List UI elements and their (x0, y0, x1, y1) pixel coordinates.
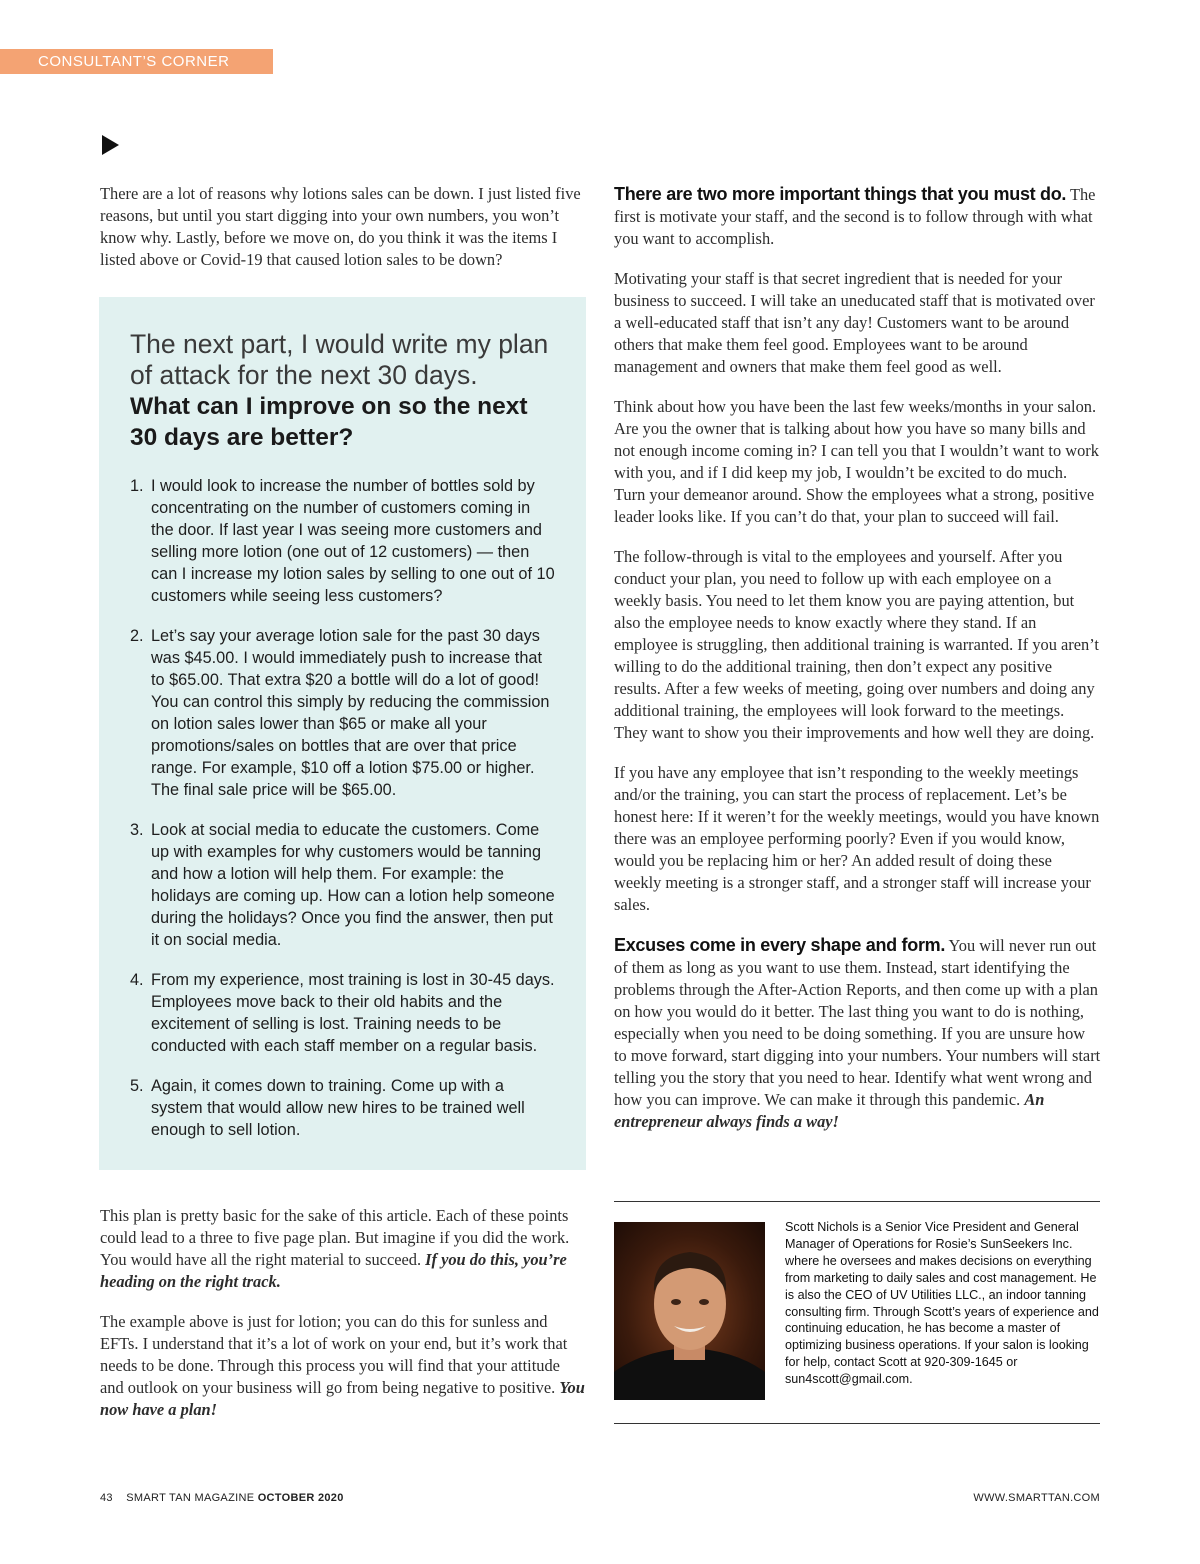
section-tab: CONSULTANT’S CORNER (0, 49, 273, 74)
list-item (130, 475, 556, 607)
list-text: From my experience, most training is lost in 30-45 days. Employees move back to their old habits and the excitement of selling is lost. Training needs to be conducted with each staff member on a regular basis. (151, 971, 555, 1055)
closing-paragraph-1 (100, 1205, 587, 1293)
closing-text-1: This plan is pretty basic for the sake of this article. Each of these points could lead to a three to five page plan. But imagine if you did the work. You would have all the right material to succeed. (100, 1206, 570, 1269)
right-paragraph-2: Motivating your staff is that secret ingredient that is needed for your business to succeed. I will take an uneducated staff that is motivated over a well-educated staff that isn’t any day! Customers want to be around others that make them feel good. Employees want to be around management and owners that make them feel good as well. (614, 269, 1095, 376)
author-bio: Scott Nichols is a Senior Vice President and General Manager of Operations for Rosie’s SunSeekers Inc. where he oversees and makes decisions on everything from marketing to daily sales and cost management. He is also the CEO of UV Utilities LLC., an indoor tanning consulting firm. Through Scott’s years of experience and continuing education, he has become a master of optimizing business operations. If your salon is looking for help, contact Scott at 920-309-1645 or sun4scott@gmail.com. (785, 1220, 1099, 1387)
list-number: 2. (130, 627, 144, 645)
list-number: 1. (130, 477, 144, 495)
sidebar-list (130, 475, 556, 1141)
magazine-name: SMART TAN MAGAZINE (126, 1492, 255, 1504)
list-item (130, 969, 556, 1057)
author-photo (614, 1222, 765, 1400)
closing-paragraph-2 (100, 1311, 587, 1421)
lead-in-bold-2: Excuses come in every shape and form. (614, 935, 946, 955)
right-paragraph-3: Think about how you have been the last few weeks/months in your salon. Are you the owner that is talking about how you have so many bills and not enough income coming in? I can tell you that I wouldn’t want to work with you, and if I did keep my job, I wouldn’t be excited to do much. Turn your demeanor around. Show the employees what a strong, positive leader looks like. If you can’t do that, your plan to succeed will fail. (614, 397, 1099, 526)
right-column (614, 183, 1101, 1151)
website-link[interactable]: WWW.SMARTTAN.COM (973, 1492, 1100, 1504)
list-item (130, 1075, 556, 1141)
arrow-icon (102, 135, 119, 155)
sidebar-heading-light: The next part, I would write my plan of attack for the next 30 days. (130, 329, 549, 390)
list-text: I would look to increase the number of bottles sold by concentrating on the number of customers coming in the door. If last year I was seeing more customers and selling more lotion (one out of 12 customers) — then can I increase my lotion sales by selling to one out of 10 customers while seeing less customers? (151, 477, 555, 605)
sidebar-box (99, 297, 586, 1170)
closing-italic-1: If you do this, you’re heading on the right track. (100, 1250, 567, 1291)
lead-in-bold-1: There are two more important things that you must do. (614, 184, 1067, 204)
right-italic-6: An entrepreneur always finds a way! (614, 1090, 1045, 1131)
author-top-rule (614, 1201, 1100, 1202)
right-text-1: The first is motivate your staff, and the second is to follow through with what you want to accomplish. (614, 185, 1096, 248)
right-paragraph-5: If you have any employee that isn’t responding to the weekly meetings and/or the training, you can start the process of replacement. Let’s be honest here: If it weren’t for the weekly meetings, would you have known there was an employee performing poorly? Even if you would know, would you be replacing him or her? An added result of doing these weekly meeting is a stronger staff, and a stronger staff will increase your sales. (614, 763, 1100, 914)
author-bottom-rule (614, 1423, 1100, 1424)
list-item (130, 819, 556, 951)
list-text: Let’s say your average lotion sale for the past 30 days was $45.00. I would immediately push to increase that to $65.00. That extra $20 a bottle will do a lot of good! You can control this simply by reducing the commission on lotion sales lower than $65 or make all your promotions/sales on bottles that are over that price range. For example, $10 off a lotion $75.00 or higher. The final sale price will be $65.00. (151, 627, 550, 799)
list-number: 5. (130, 1077, 144, 1095)
closing-italic-2: You now have a plan! (100, 1378, 585, 1419)
left-column (100, 183, 587, 289)
closing-text-2: The example above is just for lotion; you can do this for sunless and EFTs. I understand that it’s a lot of work on your end, but it’s work that needs to be done. Through this process you will find that your attitude and outlook on your business will go from being negative to positive. (100, 1312, 568, 1397)
right-paragraph-4: The follow-through is vital to the employees and yourself. After you conduct your plan, you need to follow up with each employee on a weekly basis. You need to let them know you are paying attention, but also the employee needs to know exactly where they stand. If an employee is struggling, then additional training is warranted. If you aren’t willing to do the additional training, then don’t expect any positive results. After a few weeks of meeting, going over numbers and doing any additional training, the employees will look forward to the meetings. They want to show you their improvements and how well they are doing. (614, 547, 1099, 742)
right-paragraph-6 (614, 934, 1101, 1133)
sidebar-heading-bold: What can I improve on so the next 30 days are better? (130, 393, 528, 451)
author-portrait-icon (614, 1222, 765, 1400)
list-text: Look at social media to educate the customers. Come up with examples for why customers would be tanning and how a lotion will help them. For example: the holidays are coming up. How can a lotion help someone during the holidays? Once you find the answer, then put it on social media. (151, 821, 555, 949)
list-item (130, 625, 556, 801)
list-number: 4. (130, 971, 144, 989)
issue-date: OCTOBER 2020 (257, 1492, 344, 1504)
page-number: 43 (100, 1492, 113, 1504)
footer-left (100, 1492, 344, 1504)
list-text: Again, it comes down to training. Come up with a system that would allow new hires to be trained well enough to sell lotion. (151, 1077, 525, 1139)
intro-paragraph: There are a lot of reasons why lotions sales can be down. I just listed five reasons, but until you start digging into your own numbers, you won’t know why. Lastly, before we move on, do you think it was the items I listed above or Covid-19 that caused lotion sales to be down? (100, 184, 581, 269)
left-column-lower (100, 1205, 587, 1439)
list-number: 3. (130, 821, 144, 839)
right-text-6: You will never run out of them as long as you want to use them. Instead, start identifying the problems through the After-Action Reports, and then come up with a plan on how you would do it better. The last thing you want to do is nothing, especially when you need to be doing something. If you are unsure how to move forward, start digging into your numbers. Your numbers will start telling you the story that you need to hear. Identify what went wrong and how you can improve. We can make it through this pandemic. (614, 936, 1101, 1109)
right-paragraph-1 (614, 183, 1101, 250)
